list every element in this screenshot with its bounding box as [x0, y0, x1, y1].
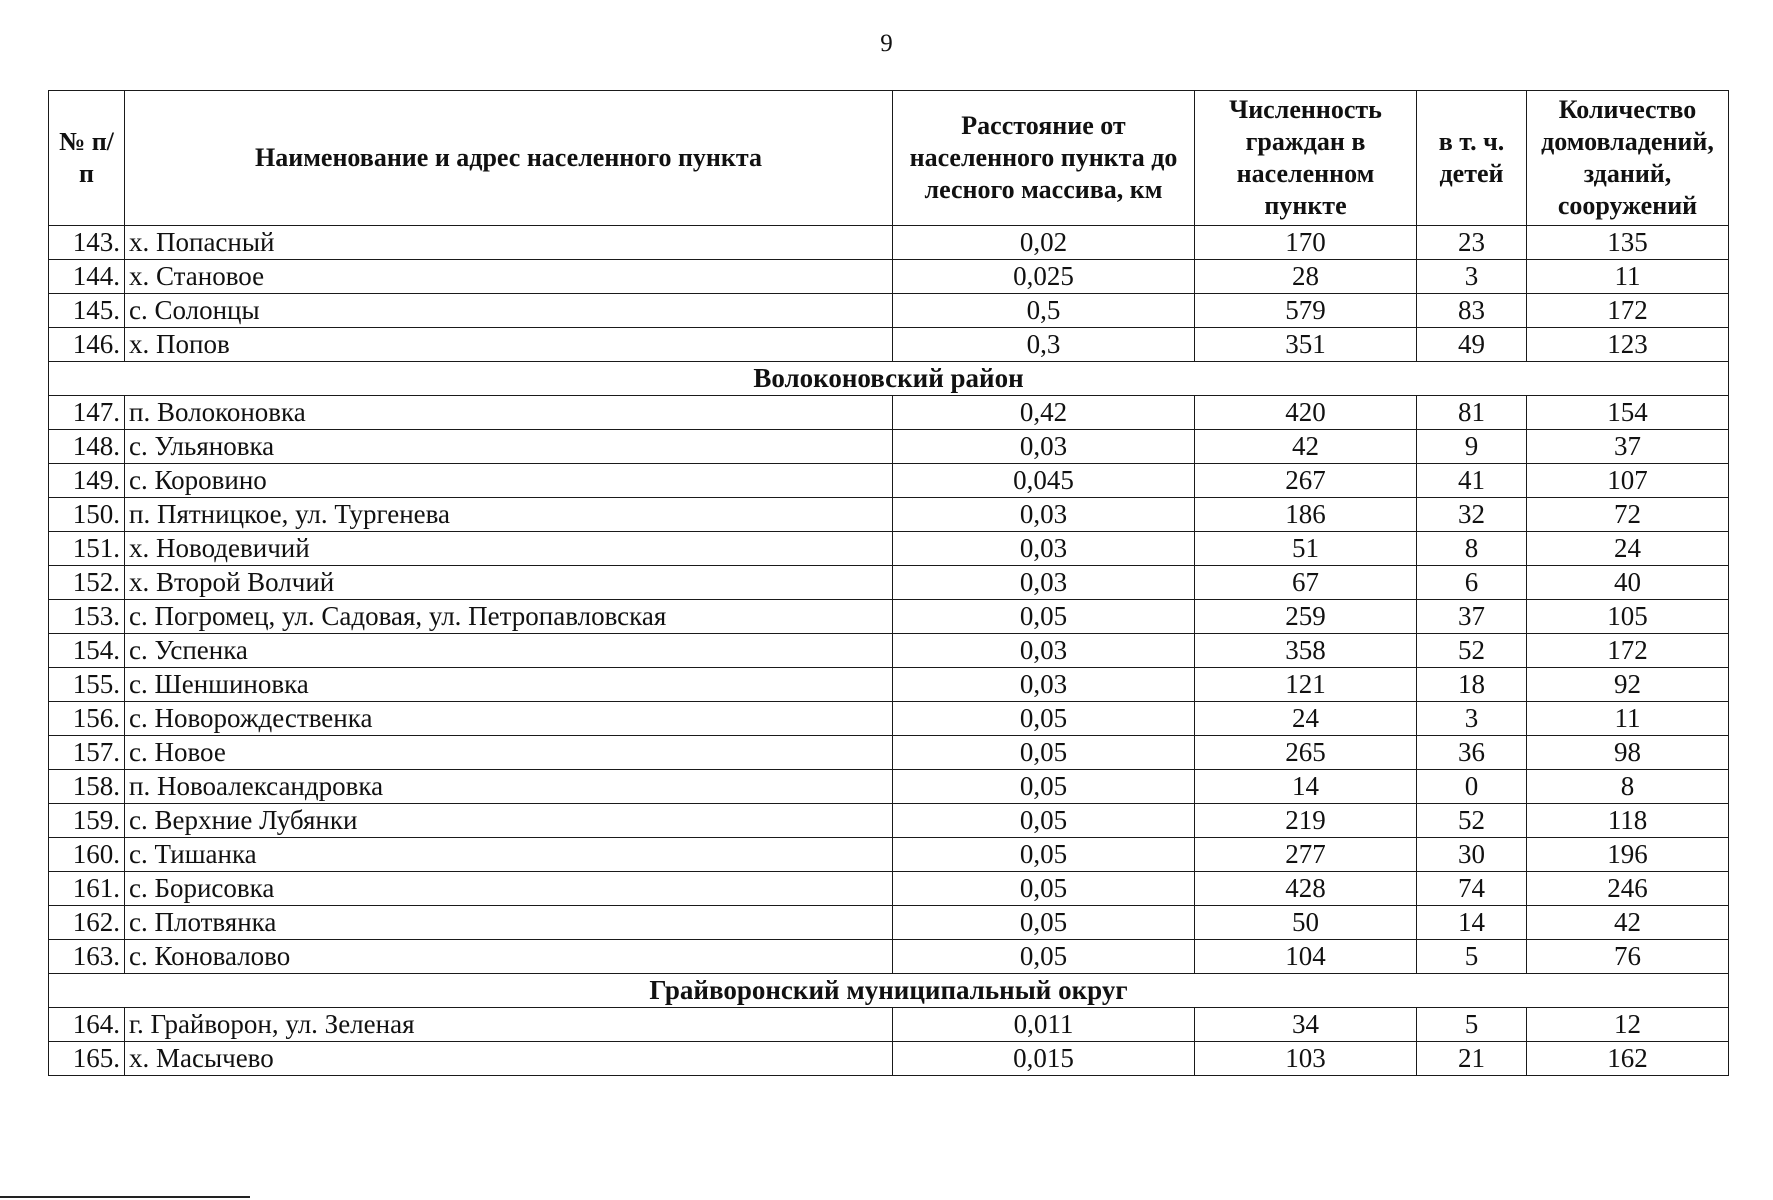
- table-row: [49, 294, 1729, 328]
- cell-population: 219: [1195, 804, 1417, 838]
- table-row: [49, 804, 1729, 838]
- cell-children: 5: [1417, 940, 1527, 974]
- cell-name: п. Пятницкое, ул. Тургенева: [125, 498, 893, 532]
- cell-buildings: 24: [1527, 532, 1729, 566]
- cell-name: с. Верхние Лубянки: [125, 804, 893, 838]
- table-row: [49, 1042, 1729, 1076]
- section-row: [49, 362, 1729, 396]
- cell-population: 34: [1195, 1008, 1417, 1042]
- cell-distance: 0,05: [893, 906, 1195, 940]
- table-row: [49, 736, 1729, 770]
- cell-population: 579: [1195, 294, 1417, 328]
- cell-name: х. Становое: [125, 260, 893, 294]
- cell-children: 83: [1417, 294, 1527, 328]
- cell-distance: 0,05: [893, 736, 1195, 770]
- cell-distance: 0,02: [893, 226, 1195, 260]
- cell-buildings: 92: [1527, 668, 1729, 702]
- cell-children: 41: [1417, 464, 1527, 498]
- cell-num: 160.: [49, 838, 125, 872]
- cell-population: 420: [1195, 396, 1417, 430]
- cell-distance: 0,05: [893, 804, 1195, 838]
- settlements-table: [48, 90, 1729, 1076]
- cell-children: 3: [1417, 260, 1527, 294]
- cell-name: х. Попов: [125, 328, 893, 362]
- cell-num: 154.: [49, 634, 125, 668]
- cell-population: 186: [1195, 498, 1417, 532]
- cell-buildings: 123: [1527, 328, 1729, 362]
- cell-children: 37: [1417, 600, 1527, 634]
- table-row: [49, 906, 1729, 940]
- cell-buildings: 162: [1527, 1042, 1729, 1076]
- cell-name: с. Коновалово: [125, 940, 893, 974]
- cell-distance: 0,05: [893, 872, 1195, 906]
- cell-num: 156.: [49, 702, 125, 736]
- cell-num: 143.: [49, 226, 125, 260]
- cell-name: х. Попасный: [125, 226, 893, 260]
- table-row: [49, 770, 1729, 804]
- cell-distance: 0,03: [893, 532, 1195, 566]
- cell-distance: 0,011: [893, 1008, 1195, 1042]
- table-row: [49, 668, 1729, 702]
- cell-population: 42: [1195, 430, 1417, 464]
- cell-population: 28: [1195, 260, 1417, 294]
- cell-name: с. Шеншиновка: [125, 668, 893, 702]
- cell-name: с. Погромец, ул. Садовая, ул. Петропавловская: [125, 600, 893, 634]
- table-row: [49, 226, 1729, 260]
- cell-children: 21: [1417, 1042, 1527, 1076]
- cell-population: 267: [1195, 464, 1417, 498]
- cell-population: 51: [1195, 532, 1417, 566]
- cell-buildings: 172: [1527, 294, 1729, 328]
- cell-num: 165.: [49, 1042, 125, 1076]
- cell-buildings: 11: [1527, 260, 1729, 294]
- header-row: [49, 91, 1729, 226]
- cell-population: 358: [1195, 634, 1417, 668]
- cell-buildings: 11: [1527, 702, 1729, 736]
- cell-population: 104: [1195, 940, 1417, 974]
- cell-name: г. Грайворон, ул. Зеленая: [125, 1008, 893, 1042]
- cell-name: с. Успенка: [125, 634, 893, 668]
- cell-name: х. Новодевичий: [125, 532, 893, 566]
- cell-buildings: 40: [1527, 566, 1729, 600]
- cell-buildings: 12: [1527, 1008, 1729, 1042]
- header-distance: Расстояние от населенного пункта до лесного массива, км: [893, 91, 1195, 226]
- cell-num: 151.: [49, 532, 125, 566]
- cell-buildings: 172: [1527, 634, 1729, 668]
- table-row: [49, 328, 1729, 362]
- table-row: [49, 430, 1729, 464]
- cell-buildings: 72: [1527, 498, 1729, 532]
- cell-population: 24: [1195, 702, 1417, 736]
- cell-children: 30: [1417, 838, 1527, 872]
- cell-name: с. Коровино: [125, 464, 893, 498]
- cell-num: 158.: [49, 770, 125, 804]
- cell-distance: 0,03: [893, 634, 1195, 668]
- table-row: [49, 940, 1729, 974]
- cell-num: 164.: [49, 1008, 125, 1042]
- cell-buildings: 118: [1527, 804, 1729, 838]
- cell-num: 147.: [49, 396, 125, 430]
- cell-population: 265: [1195, 736, 1417, 770]
- cell-children: 18: [1417, 668, 1527, 702]
- cell-buildings: 107: [1527, 464, 1729, 498]
- cell-num: 159.: [49, 804, 125, 838]
- cell-distance: 0,03: [893, 430, 1195, 464]
- cell-num: 155.: [49, 668, 125, 702]
- cell-buildings: 196: [1527, 838, 1729, 872]
- cell-children: 81: [1417, 396, 1527, 430]
- cell-name: с. Новорождественка: [125, 702, 893, 736]
- cell-children: 3: [1417, 702, 1527, 736]
- cell-children: 36: [1417, 736, 1527, 770]
- cell-distance: 0,03: [893, 566, 1195, 600]
- cell-num: 150.: [49, 498, 125, 532]
- cell-buildings: 105: [1527, 600, 1729, 634]
- cell-children: 52: [1417, 804, 1527, 838]
- page-number: 9: [880, 30, 893, 57]
- table-row: [49, 1008, 1729, 1042]
- table-header: [49, 91, 1729, 226]
- section-title: Волоконовский район: [49, 362, 1729, 396]
- cell-distance: 0,05: [893, 702, 1195, 736]
- cell-children: 8: [1417, 532, 1527, 566]
- cell-num: 153.: [49, 600, 125, 634]
- header-population: Численность граждан в населенном пункте: [1195, 91, 1417, 226]
- footer-divider: [0, 1196, 250, 1198]
- cell-buildings: 135: [1527, 226, 1729, 260]
- cell-num: 157.: [49, 736, 125, 770]
- cell-buildings: 98: [1527, 736, 1729, 770]
- cell-distance: 0,05: [893, 940, 1195, 974]
- cell-children: 0: [1417, 770, 1527, 804]
- cell-num: 161.: [49, 872, 125, 906]
- cell-name: с. Новое: [125, 736, 893, 770]
- table-row: [49, 838, 1729, 872]
- cell-distance: 0,045: [893, 464, 1195, 498]
- cell-population: 14: [1195, 770, 1417, 804]
- cell-children: 52: [1417, 634, 1527, 668]
- cell-distance: 0,015: [893, 1042, 1195, 1076]
- header-children: в т. ч. детей: [1417, 91, 1527, 226]
- cell-children: 14: [1417, 906, 1527, 940]
- cell-num: 144.: [49, 260, 125, 294]
- cell-name: с. Ульяновка: [125, 430, 893, 464]
- cell-name: с. Плотвянка: [125, 906, 893, 940]
- cell-name: х. Масычево: [125, 1042, 893, 1076]
- cell-buildings: 42: [1527, 906, 1729, 940]
- cell-num: 162.: [49, 906, 125, 940]
- cell-buildings: 76: [1527, 940, 1729, 974]
- cell-name: с. Тишанка: [125, 838, 893, 872]
- cell-distance: 0,5: [893, 294, 1195, 328]
- cell-distance: 0,42: [893, 396, 1195, 430]
- cell-children: 5: [1417, 1008, 1527, 1042]
- table-row: [49, 702, 1729, 736]
- table-body: [49, 226, 1729, 1076]
- cell-num: 163.: [49, 940, 125, 974]
- cell-distance: 0,03: [893, 668, 1195, 702]
- cell-population: 428: [1195, 872, 1417, 906]
- cell-name: х. Второй Волчий: [125, 566, 893, 600]
- cell-name: с. Солонцы: [125, 294, 893, 328]
- cell-children: 6: [1417, 566, 1527, 600]
- cell-name: п. Волоконовка: [125, 396, 893, 430]
- cell-num: 149.: [49, 464, 125, 498]
- cell-name: с. Борисовка: [125, 872, 893, 906]
- cell-buildings: 246: [1527, 872, 1729, 906]
- header-buildings: Количество домовладений, зданий, сооружений: [1527, 91, 1729, 226]
- cell-children: 9: [1417, 430, 1527, 464]
- cell-population: 50: [1195, 906, 1417, 940]
- cell-buildings: 8: [1527, 770, 1729, 804]
- cell-distance: 0,05: [893, 770, 1195, 804]
- cell-population: 277: [1195, 838, 1417, 872]
- cell-population: 259: [1195, 600, 1417, 634]
- table-row: [49, 260, 1729, 294]
- table-row: [49, 464, 1729, 498]
- table-row: [49, 872, 1729, 906]
- section-row: [49, 974, 1729, 1008]
- cell-distance: 0,3: [893, 328, 1195, 362]
- cell-children: 49: [1417, 328, 1527, 362]
- cell-children: 74: [1417, 872, 1527, 906]
- cell-population: 121: [1195, 668, 1417, 702]
- cell-distance: 0,05: [893, 838, 1195, 872]
- cell-num: 148.: [49, 430, 125, 464]
- cell-num: 152.: [49, 566, 125, 600]
- cell-num: 145.: [49, 294, 125, 328]
- cell-num: 146.: [49, 328, 125, 362]
- cell-population: 351: [1195, 328, 1417, 362]
- table-row: [49, 634, 1729, 668]
- cell-children: 23: [1417, 226, 1527, 260]
- table-row: [49, 600, 1729, 634]
- cell-buildings: 154: [1527, 396, 1729, 430]
- cell-distance: 0,025: [893, 260, 1195, 294]
- cell-children: 32: [1417, 498, 1527, 532]
- header-name: Наименование и адрес населенного пункта: [125, 91, 893, 226]
- cell-population: 103: [1195, 1042, 1417, 1076]
- cell-name: п. Новоалександровка: [125, 770, 893, 804]
- header-num: № п/п: [49, 91, 125, 226]
- cell-distance: 0,03: [893, 498, 1195, 532]
- section-title: Грайворонский муниципальный округ: [49, 974, 1729, 1008]
- table-row: [49, 532, 1729, 566]
- table-row: [49, 396, 1729, 430]
- cell-buildings: 37: [1527, 430, 1729, 464]
- cell-population: 170: [1195, 226, 1417, 260]
- table-row: [49, 566, 1729, 600]
- cell-population: 67: [1195, 566, 1417, 600]
- cell-distance: 0,05: [893, 600, 1195, 634]
- table-row: [49, 498, 1729, 532]
